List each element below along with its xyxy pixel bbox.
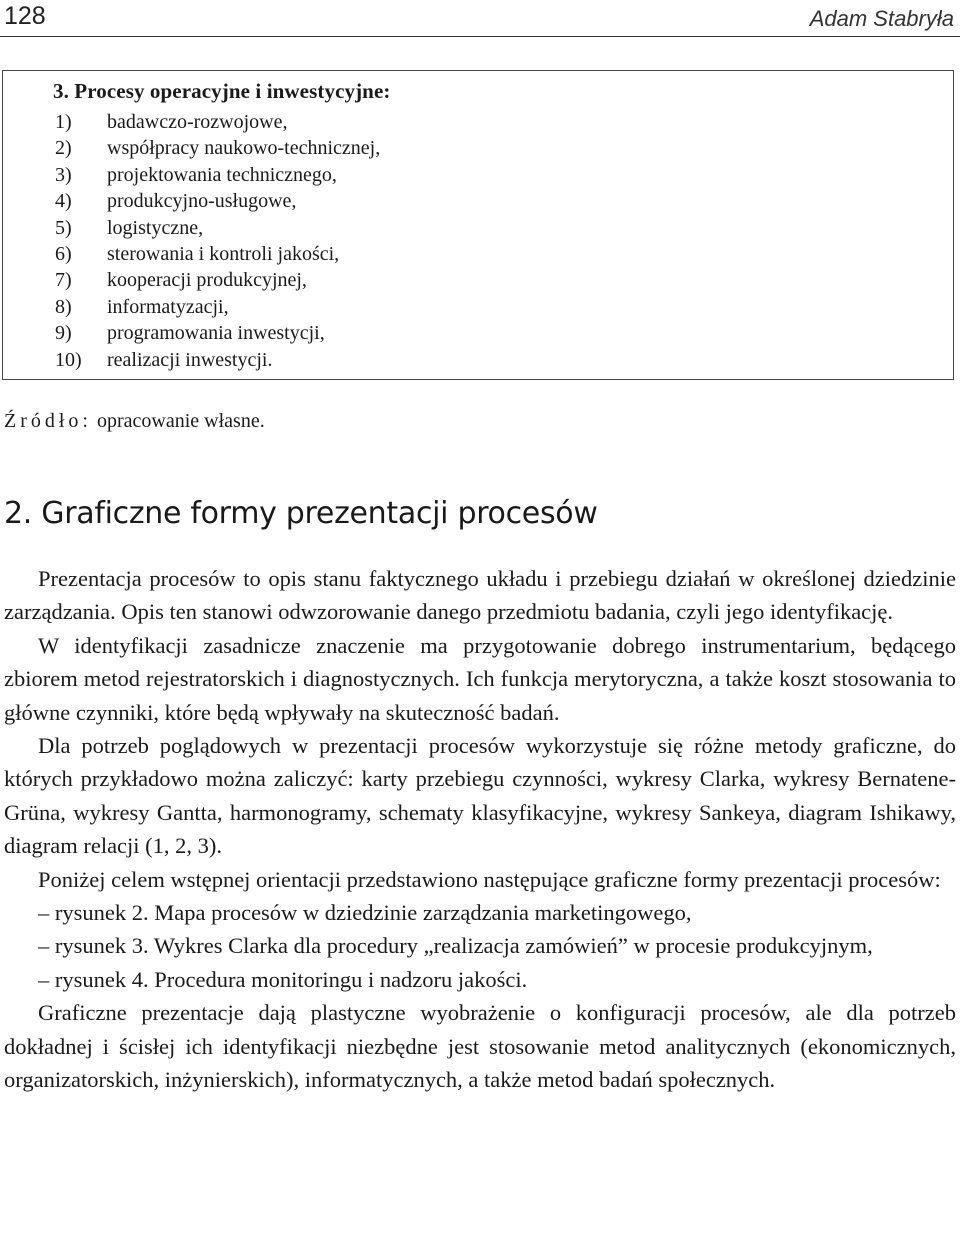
list-item: 2) współpracy naukowo-technicznej,	[55, 137, 381, 160]
list-item: 1) badawczo-rozwojowe,	[55, 111, 288, 133]
list-item: 9) programowania inwestycji,	[55, 322, 325, 345]
list-item: 5) logistyczne,	[55, 216, 204, 239]
paragraph: Poniżej celem wstępnej orientacji przedstawiono następujące graficzne formy prezentacji procesów:	[38, 866, 941, 892]
list-item: 10) realizacji inwestycji.	[55, 348, 273, 371]
list-item: 4) produkcyjno-usługowe,	[55, 190, 297, 213]
page-header	[0, 0, 960, 37]
list-item: 6) sterowania i kontroli jakości,	[55, 242, 340, 265]
figure-list-item: – rysunek 4. Procedura monitoringu i nadzoru jakości.	[38, 966, 528, 992]
source-label: Źródło:	[4, 410, 92, 432]
paragraph: W identyfikacji zasadnicze znaczenie ma przygotowanie dobrego instrumentarium, będącego zbiorem metod rejestratorskich i diagnostycznych. Ich funkcja merytoryczna, a także koszt stosowania to główne czynniki, które będą wpływały na skuteczność badań.	[4, 632, 956, 725]
paragraph: Dla potrzeb poglądowych w prezentacji procesów wykorzystuje się różne metody graficzne, do których przykładowo można zaliczyć: karty przebiegu czynności, wykresy Clarka, wykresy Bernatene-Grüna, wykresy Gantta, harmonogramy, schematy klasyfikacyjne, wykresy Sankeya, diagram Ishikawy, diagram relacji (1, 2, 3).	[4, 733, 956, 859]
paragraph: Prezentacja procesów to opis stanu faktycznego układu i przebiegu działań w określonej dziedzinie zarządzania. Opis ten stanowi odwzorowanie danego przedmiotu badania, czyli jego identyfikację.	[4, 566, 956, 625]
list-item: 7) kooperacji produkcyjnej,	[55, 269, 307, 292]
figure-list-item: – rysunek 3. Wykres Clarka dla procedury „realizacja zamówień” w procesie produkcyjnym,	[38, 933, 873, 959]
page-number: 128	[4, 2, 46, 30]
figure-list-item: – rysunek 2. Mapa procesów w dziedzinie zarządzania marketingowego,	[38, 900, 692, 926]
list-item: 3) projektowania technicznego,	[55, 163, 337, 186]
source-note	[4, 410, 265, 433]
paragraph: Graficzne prezentacje dają plastyczne wyobrażenie o konfiguracji procesów, ale dla potrzeb dokładnej i ścisłej ich identyfikacji niezbędne jest stosowanie metod analitycznych (ekonomicznych, organizatorskich, inżynierskich), informatycznych, a także metod badań społecznych.	[4, 1000, 956, 1093]
process-list-box	[2, 70, 954, 380]
section-heading: 2. Graficzne formy prezentacji procesów	[4, 496, 598, 531]
list-item: 8) informatyzacji,	[55, 295, 229, 318]
running-head-author: Adam Stabryła	[809, 6, 954, 31]
body-text	[4, 562, 956, 1097]
source-text: opracowanie własne.	[92, 410, 265, 432]
box-title: 3. Procesy operacyjne i inwestycyjne:	[53, 79, 391, 103]
box-list	[55, 109, 380, 373]
